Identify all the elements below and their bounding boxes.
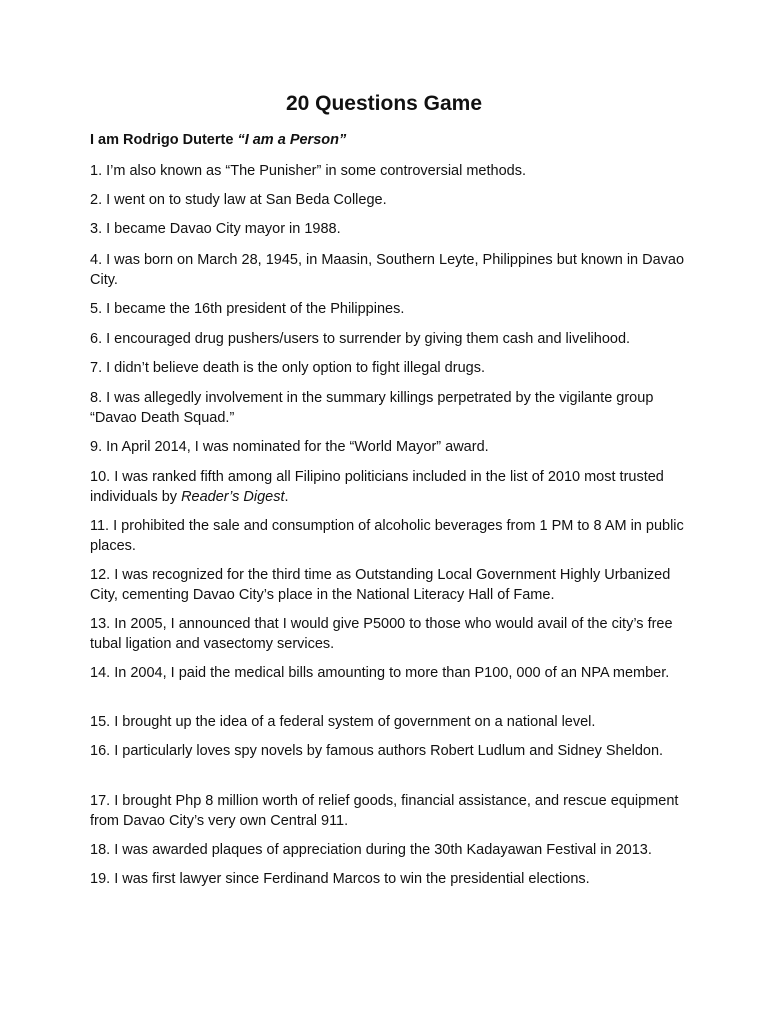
page-title: 20 Questions Game [285,92,483,115]
subtitle-prefix: I am Rodrigo Duterte [90,132,238,148]
question-item: 4. I was born on March 28, 1945, in Maasin, Southern Leyte, Philippines but known in Davao City. [90,252,685,288]
question-item: 5. I became the 16th president of the Philippines. [90,301,405,317]
question-item: 11. I prohibited the sale and consumption of alcoholic beverages from 1 PM to 8 AM in public places. [90,518,684,554]
question-item: 15. I brought up the idea of a federal system of government on a national level. [90,714,596,730]
question-item: 8. I was allegedly involvement in the summary killings perpetrated by the vigilante group “Davao Death Squad.” [90,390,654,426]
question-item: 16. I particularly loves spy novels by famous authors Robert Ludlum and Sidney Sheldon. [90,743,664,759]
question-item: 9. In April 2014, I was nominated for the “World Mayor” award. [90,439,489,455]
question-item: 3. I became Davao City mayor in 1988. [90,221,341,237]
question-item: 12. I was recognized for the third time as Outstanding Local Government Highly Urbanized City, cementing Davao City’s place in the National Literacy Hall of Fame. [90,567,671,603]
question-item: 18. I was awarded plaques of appreciation during the 30th Kadayawan Festival in 2013. [90,842,652,858]
question-item: 1. I’m also known as “The Punisher” in some controversial methods. [90,163,526,179]
question-item: 10. I was ranked fifth among all Filipino politicians included in the list of 2010 most trusted individuals by Reader’s Digest. [90,469,664,505]
subtitle-quote: “I am a Person” [237,132,347,148]
question-item: 7. I didn’t believe death is the only option to fight illegal drugs. [90,360,485,376]
question-item: 2. I went on to study law at San Beda College. [90,192,387,208]
question-item: 13. In 2005, I announced that I would give P5000 to those who would avail of the city’s free tubal ligation and vasectomy services. [90,616,673,652]
question-item: 19. I was first lawyer since Ferdinand Marcos to win the presidential elections. [90,871,590,887]
subtitle [90,132,346,148]
question-item: 14. In 2004, I paid the medical bills amounting to more than P100, 000 of an NPA member. [90,665,670,681]
question-item: 6. I encouraged drug pushers/users to surrender by giving them cash and livelihood. [90,331,631,347]
question-item: 17. I brought Php 8 million worth of relief goods, financial assistance, and rescue equipment from Davao City’s very own Central 911. [90,793,679,829]
